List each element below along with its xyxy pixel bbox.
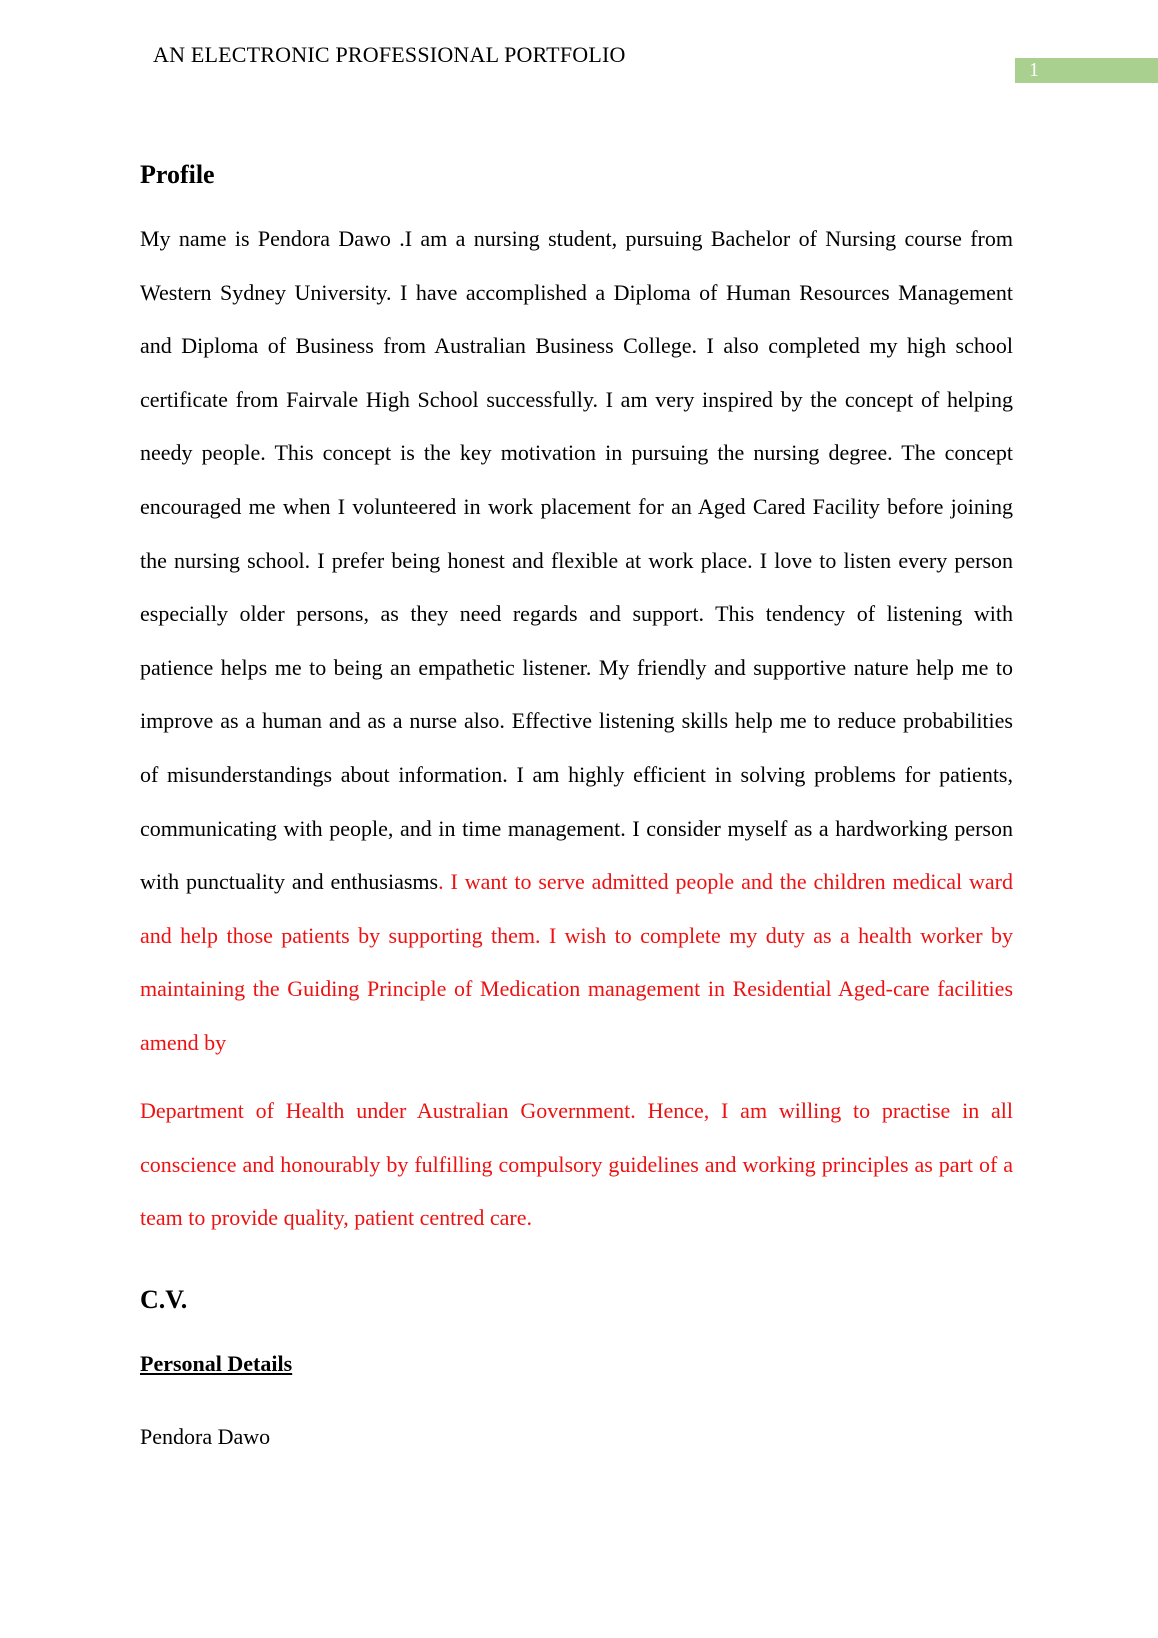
running-head: AN ELECTRONIC PROFESSIONAL PORTFOLIO [153,42,626,67]
page-number-badge: 1 [1015,58,1158,83]
profile-text-black: My name is Pendora Dawo .I am a nursing student, pursuing Bachelor of Nursing course from Western Sydney University. I have accomplished a Diploma of Human Resources Management and Diploma of Business from Australian Business College. I also completed my high school certificate from Fairvale High School successfully. I am very inspired by the concept of helping needy people. This concept is the key motivation in pursuing the nursing degree. The concept encouraged me when I volunteered in work placement for an Aged Cared Facility before joining the nursing school. I prefer being honest and flexible at work place. I love to listen every person especially older persons, as they need regards and support. This tendency of listening with patience helps me to being an empathetic listener. My friendly and supportive nature help me to improve as a human and as a nurse also. Effective listening skills help me to reduce probabilities of misunderstandings about information. I am highly efficient in solving problems for patients, communicating with people, and in time management. I consider myself as a hardworking person with punctuality and enthusiasms [140,226,1013,895]
profile-heading: Profile [140,160,215,189]
personal-details-subheading: Personal Details [140,1351,293,1376]
profile-paragraph [140,212,1013,1070]
profile-paragraph-continued: Department of Health under Australian Government. Hence, I am willing to practise in all conscience and honourably by fulfilling compulsory guidelines and working principles as part of a team to provide quality, patient centred care. [140,1098,1013,1231]
profile-text-red: . I want to serve admitted people and the children medical ward and help those patients by supporting them. I wish to complete my duty as a health worker by maintaining the Guiding Principle of Medication management in Residential Aged-care facilities amend by [140,869,1013,1055]
cv-heading: C.V. [140,1285,188,1314]
cv-name: Pendora Dawo [140,1424,271,1449]
